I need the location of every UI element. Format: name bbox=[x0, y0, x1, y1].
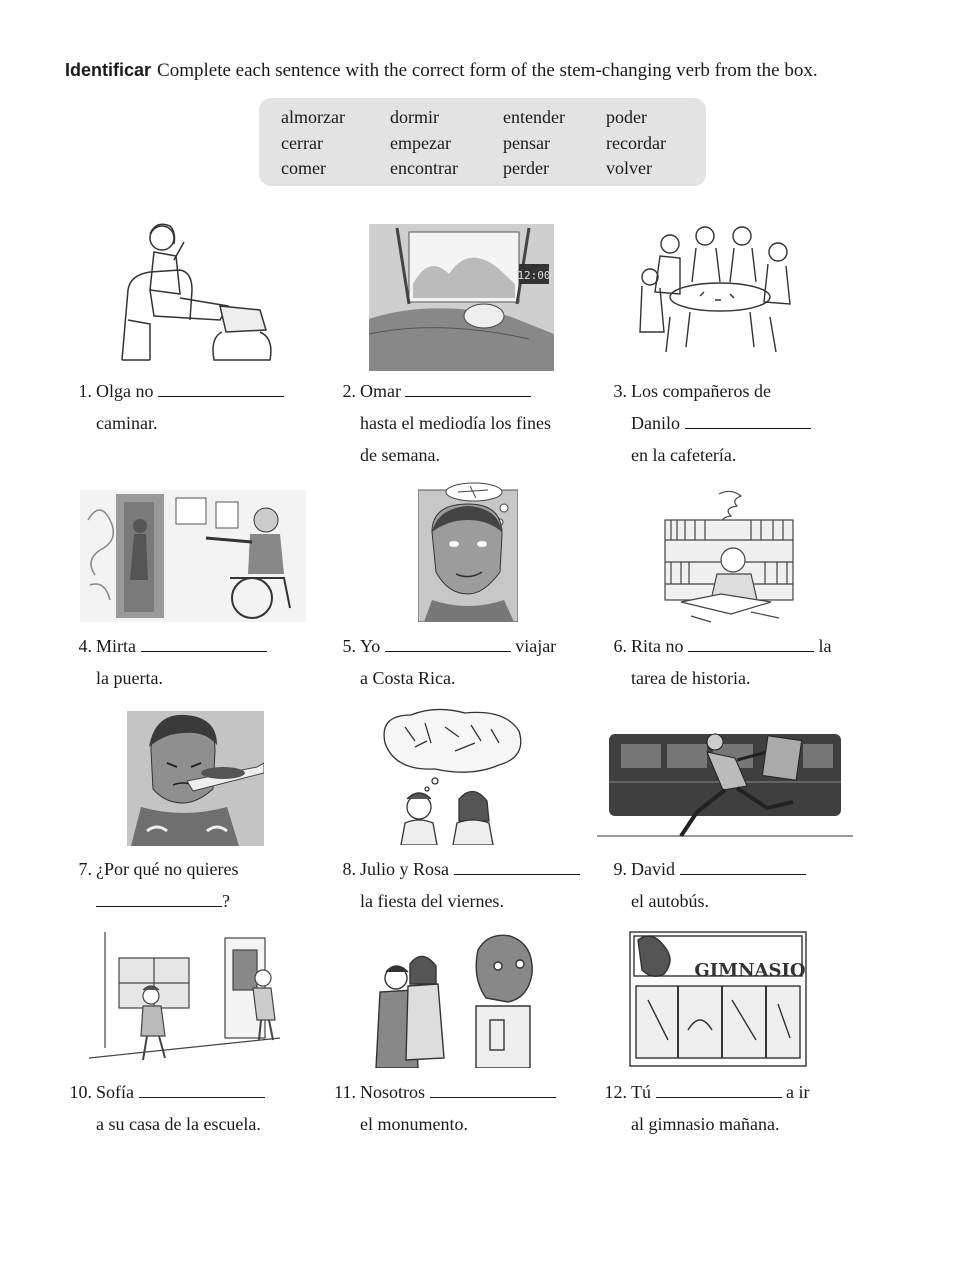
item-2-line-1 bbox=[360, 381, 531, 402]
item-11-line-1 bbox=[360, 1082, 556, 1103]
item-7-number: 7. bbox=[78, 859, 92, 879]
item-7-blank[interactable] bbox=[96, 892, 222, 907]
item-10-prefix: Sofía bbox=[96, 1082, 134, 1102]
item-10-line-2: a su casa de la escuela. bbox=[96, 1114, 261, 1134]
item-4-number: 4. bbox=[78, 636, 92, 656]
item-5-line-1 bbox=[360, 636, 556, 657]
refusing-food-illustration bbox=[127, 711, 264, 846]
item-5-number: 5. bbox=[342, 636, 356, 656]
item-8-line-2: la fiesta del viernes. bbox=[360, 891, 504, 911]
word-empezar: empezar bbox=[390, 133, 451, 153]
item-9-prefix: David bbox=[631, 859, 675, 879]
word-box bbox=[259, 98, 706, 186]
item-2-blank[interactable] bbox=[405, 382, 531, 397]
gym-illustration bbox=[628, 930, 808, 1070]
item-4-line-1 bbox=[96, 636, 267, 657]
item-10-number: 10. bbox=[69, 1082, 92, 1102]
item-12-line-1 bbox=[631, 1082, 809, 1103]
monument-illustration bbox=[358, 928, 548, 1068]
item-6-blank[interactable] bbox=[688, 637, 814, 652]
item-9-number: 9. bbox=[613, 859, 627, 879]
item-12-prefix: Tú bbox=[631, 1082, 651, 1102]
item-7-line-1: ¿Por qué no quieres bbox=[96, 859, 239, 879]
item-1-blank[interactable] bbox=[158, 382, 284, 397]
party-memory-illustration bbox=[375, 707, 527, 845]
word-poder: poder bbox=[606, 107, 647, 127]
item-11-number: 11. bbox=[334, 1082, 356, 1102]
item-12-blank[interactable] bbox=[656, 1083, 782, 1098]
item-3-blank[interactable] bbox=[685, 414, 811, 429]
item-6-suffix: la bbox=[818, 636, 832, 656]
word-dormir: dormir bbox=[390, 107, 439, 127]
item-5-line-2: a Costa Rica. bbox=[360, 668, 456, 688]
word-volver: volver bbox=[606, 158, 652, 178]
item-10-line-1 bbox=[96, 1082, 265, 1103]
word-recordar: recordar bbox=[606, 133, 666, 153]
word-pensar: pensar bbox=[503, 133, 550, 153]
running-bus-illustration bbox=[597, 724, 853, 842]
item-7-suffix: ? bbox=[222, 891, 230, 911]
item-11-blank[interactable] bbox=[430, 1083, 556, 1098]
item-1-line-2: caminar. bbox=[96, 413, 158, 433]
item-4-blank[interactable] bbox=[141, 637, 267, 652]
library-study-illustration bbox=[661, 490, 798, 625]
item-12-number: 12. bbox=[604, 1082, 627, 1102]
item-3-prefix: Danilo bbox=[631, 413, 680, 433]
item-5-blank[interactable] bbox=[385, 637, 511, 652]
item-3-number: 3. bbox=[613, 381, 627, 401]
item-1-prefix: Olga no bbox=[96, 381, 154, 401]
wheelchair-door-illustration bbox=[80, 490, 306, 622]
item-10-blank[interactable] bbox=[139, 1083, 265, 1098]
item-2-line-2: hasta el mediodía los fines bbox=[360, 413, 551, 433]
item-6-prefix: Rita no bbox=[631, 636, 684, 656]
clock-readout: 12:00 bbox=[517, 269, 551, 282]
item-11-prefix: Nosotros bbox=[360, 1082, 426, 1102]
item-8-line-1 bbox=[360, 859, 580, 880]
item-1-line-1 bbox=[96, 381, 284, 402]
item-8-prefix: Julio y Rosa bbox=[360, 859, 450, 879]
sleeping-man-illustration bbox=[369, 224, 554, 371]
item-6-line-2: tarea de historia. bbox=[631, 668, 751, 688]
instructions-text: Complete each sentence with the correct form of the stem-changing verb from the box. bbox=[157, 60, 818, 81]
item-3-line-3: en la cafetería. bbox=[631, 445, 737, 465]
item-1-number: 1. bbox=[78, 381, 92, 401]
item-2-prefix: Omar bbox=[360, 381, 401, 401]
daydream-illustration bbox=[418, 482, 518, 622]
word-entender: entender bbox=[503, 107, 565, 127]
word-encontrar: encontrar bbox=[390, 158, 458, 178]
item-9-line-1 bbox=[631, 859, 806, 880]
word-perder: perder bbox=[503, 158, 549, 178]
item-5-suffix: viajar bbox=[515, 636, 557, 656]
word-comer: comer bbox=[281, 158, 326, 178]
item-6-line-1 bbox=[631, 636, 832, 657]
word-almorzar: almorzar bbox=[281, 107, 345, 127]
word-cerrar: cerrar bbox=[281, 133, 323, 153]
item-3-line-1: Los compañeros de bbox=[631, 381, 771, 401]
item-5-prefix: Yo bbox=[360, 636, 381, 656]
item-4-line-2: la puerta. bbox=[96, 668, 163, 688]
item-7-line-2 bbox=[96, 891, 230, 912]
item-12-line-2: al gimnasio mañana. bbox=[631, 1114, 780, 1134]
item-9-line-2: el autobús. bbox=[631, 891, 709, 911]
gym-sign-text: GIMNASIO bbox=[694, 960, 806, 981]
woman-cast-illustration bbox=[110, 220, 280, 372]
item-9-blank[interactable] bbox=[680, 860, 806, 875]
item-6-number: 6. bbox=[613, 636, 627, 656]
walking-home-illustration bbox=[85, 928, 280, 1068]
item-4-prefix: Mirta bbox=[96, 636, 136, 656]
item-8-number: 8. bbox=[342, 859, 356, 879]
item-8-blank[interactable] bbox=[454, 860, 580, 875]
item-2-number: 2. bbox=[342, 381, 356, 401]
cafeteria-group-illustration bbox=[630, 222, 810, 359]
instructions bbox=[65, 60, 818, 82]
item-2-line-3: de semana. bbox=[360, 445, 440, 465]
item-3-line-2 bbox=[631, 413, 811, 434]
item-11-line-2: el monumento. bbox=[360, 1114, 468, 1134]
instructions-label: Identificar bbox=[65, 60, 152, 80]
item-12-suffix: a ir bbox=[786, 1082, 810, 1102]
